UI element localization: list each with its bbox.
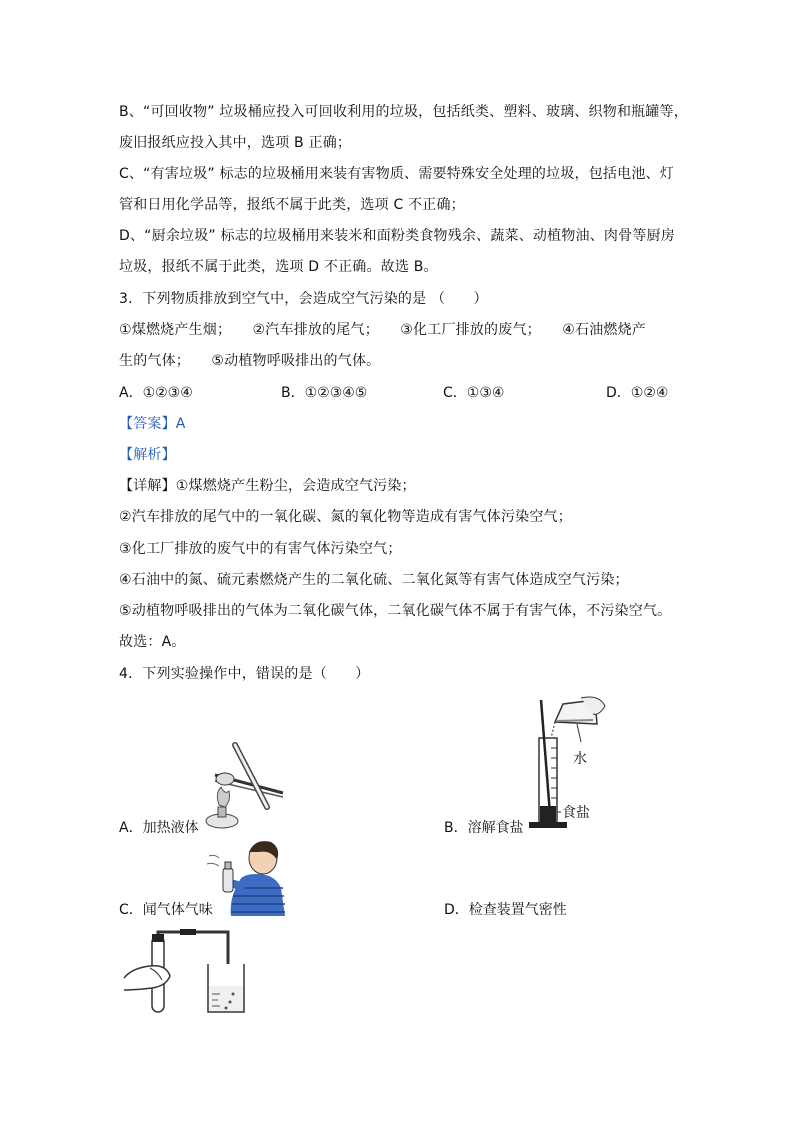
q3-answer: 【答案】A <box>119 416 186 432</box>
q3-stem: 3．下列物质排放到空气中，会造成空气污染的是 （ ） <box>119 291 488 307</box>
explanation-line-3: C、“有害垃圾” 标志的垃圾桶用来装有害物质、需要特殊安全处理的垃圾，包括电池、灯 <box>119 166 674 182</box>
q3-option-d: D．①②④ <box>606 385 669 401</box>
heating-liquid-illustration <box>195 735 290 830</box>
q3-detail-2: ②汽车排放的尾气中的一氧化碳、氮的氧化物等造成有害气体污染空气； <box>119 509 572 525</box>
q3-detail-5: ⑤动植物呼吸排出的气体为二氧化碳气体，二氧化碳气体不属于有害气体，不污染空气。 <box>119 603 672 619</box>
q4-stem: 4．下列实验操作中，错误的是（ ） <box>119 666 370 682</box>
explanation-line-1: B、“可回收物” 垃圾桶应投入可回收利用的垃圾，包括纸类、塑料、玻璃、织物和瓶罐等， <box>119 104 688 120</box>
q3-detail-6: 故选：A。 <box>119 634 186 650</box>
smelling-gas-illustration <box>205 838 287 916</box>
q3-items-line1: ①煤燃烧产生烟； ②汽车排放的尾气； ③化工厂排放的废气； ④石油燃烧产 <box>119 322 647 338</box>
q4-option-a: A．加热液体 <box>119 820 199 836</box>
q4-option-d: D．检查装置气密性 <box>444 902 567 918</box>
explanation-line-6: 垃圾，报纸不属于此类，选项 D 不正确。故选 B。 <box>119 259 438 275</box>
q3-option-a: A．①②③④ <box>119 385 193 401</box>
q3-items-line2: 生的气体； ⑤动植物呼吸排出的气体。 <box>119 353 381 369</box>
label-water: 水 <box>573 751 587 767</box>
explanation-line-2: 废旧报纸应投入其中，选项 B 正确； <box>119 135 352 151</box>
q3-option-c: C．①③④ <box>443 385 505 401</box>
q4-option-b: B．溶解食盐 <box>444 820 524 836</box>
q3-option-b: B．①②③④⑤ <box>281 385 368 401</box>
q3-detail-4: ④石油中的氮、硫元素燃烧产生的二氧化硫、二氧化氮等有害气体造成空气污染； <box>119 572 629 588</box>
q3-analysis-tag: 【解析】 <box>119 447 176 463</box>
q3-detail-3: ③化工厂排放的废气中的有害气体污染空气； <box>119 541 402 557</box>
explanation-line-4: 管和日用化学品等，报纸不属于此类，选项 C 不正确； <box>119 197 465 213</box>
airtightness-check-illustration <box>122 924 258 1016</box>
label-salt: 食盐 <box>562 805 590 821</box>
explanation-line-5: D、“厨余垃圾” 标志的垃圾桶用来装米和面粉类食物残余、蔬菜、动植物油、肉骨等厨房 <box>119 228 675 244</box>
q3-detail-1: 【详解】①煤燃烧产生粉尘，会造成空气污染； <box>119 478 416 494</box>
q4-option-c: C．闻气体气味 <box>119 902 213 918</box>
